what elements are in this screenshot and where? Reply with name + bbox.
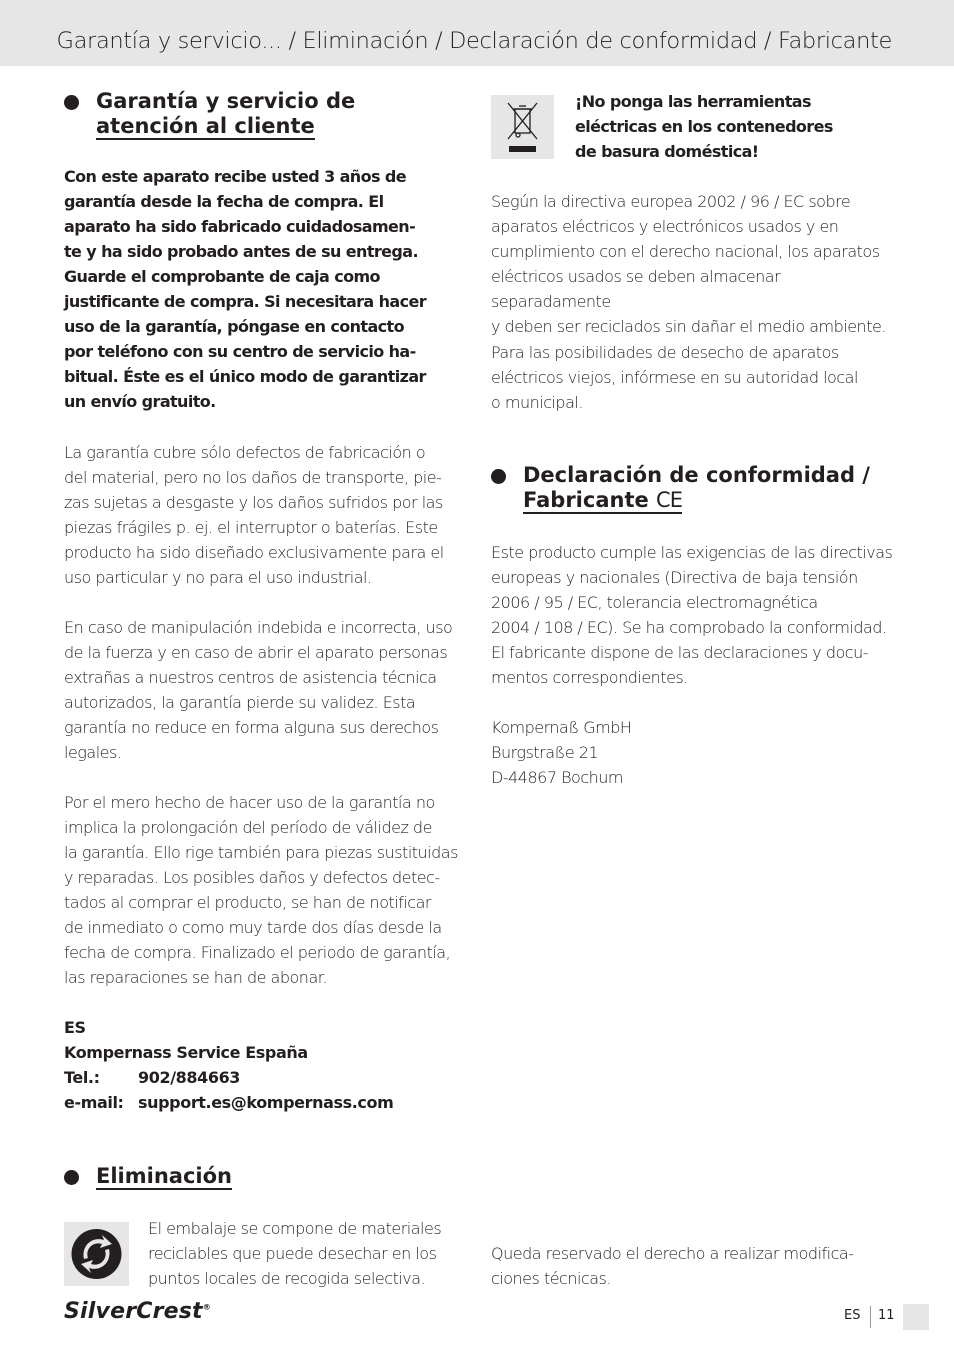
disposal-heading-text: Eliminación [96,1164,232,1188]
bullet-icon [64,1170,79,1185]
contact-email-value: support.es@kompernass.com [138,1093,394,1112]
footer-language: ES [844,1308,861,1323]
recycling-green-dot-icon [64,1222,129,1286]
page-title: Garantía y servicio... / Eliminación / Declaración de conformidad / Fabricante [56,28,892,54]
ce-mark-icon: CE [656,488,682,512]
contact-country: ES [64,1018,86,1037]
footer-divider [870,1306,871,1328]
page-number: 11 [878,1308,895,1323]
brand-logo [64,1299,211,1324]
contact-tel-label: Tel.: [64,1068,100,1087]
technical-changes-note: Queda reservado el derecho a realizar modifica- ciones técnicas. [491,1244,854,1288]
brand-logo-text: SilverCrest [64,1299,203,1324]
disposal-text: El embalaje se compone de materiales reciclables que puede desechar en los puntos locales de recogida selectiva. [148,1219,442,1288]
warranty-intro: Con este aparato recibe usted 3 años de garantía desde la fecha de compra. El aparato ha sido fabricado cuidadosamen- te y ha sido probado antes de su entrega. Guarde el comprobante de caja como justificante de compra. Si necesitara hacer uso de la garantía, póngase en contacto por teléfono con su centro de servicio ha- bitual. Éste es el único modo de garantizar un envío gratuito. [64,167,427,411]
contact-company: Kompernass Service España [64,1043,308,1062]
warranty-paragraph-3: Por el mero hecho de hacer uso de la garantía no implica la prolongación del período de válidez de la garantía. Ello rige también para piezas sustituidas y reparadas. Los posibles daños y defectos detec- tados al comprar el producto, se han de notificar de inmediato o como muy tarde dos días desde la fecha de compra. Finalizado el periodo de garantía, las reparaciones se han de abonar. [64,793,458,987]
footer-tab [903,1304,929,1330]
conformity-paragraph: Este producto cumple las exigencias de las directivas europeas y nacionales (Directiva de baja tensión 2006 / 95 / EC, tolerancia electromagnética 2004 / 108 / EC). Se ha comprobado la conformidad. El fabricante dispone de las declaraciones y docu- mentos correspondientes. [491,543,893,687]
conformity-heading-line1: Declaración de conformidad / [523,463,870,487]
contact-tel-value: 902/884663 [138,1068,241,1087]
manufacturer-address: Kompernaß GmbH Burgstraße 21 D-44867 Bochum [491,718,632,787]
service-contact [64,1015,393,1115]
weee-warning: ¡No ponga las herramientas eléctricas en los contenedores de basura doméstica! [575,92,833,161]
warranty-heading-line2: atención al cliente [96,114,315,138]
disposal-heading [64,1164,232,1189]
weee-paragraph-2: Para las posibilidades de desecho de aparatos eléctricos viejos, infórmese en su autoridad local o municipal. [491,343,858,412]
bullet-icon [491,469,506,484]
warranty-paragraph-2: En caso de manipulación indebida e incorrecta, uso de la fuerza y en caso de abrir el aparato personas extrañas a nuestros centros de asistencia técnica autorizados, la garantía pierde su validez. Esta garantía no reduce en forma alguna sus derechos legales. [64,618,453,762]
registered-mark: ® [202,1302,211,1312]
warranty-heading-line1: Garantía y servicio de [96,89,356,113]
weee-paragraph-1: Según la directiva europea 2002 / 96 / EC sobre aparatos eléctricos y electrónicos usados y en cumplimiento con el derecho nacional, los aparatos eléctricos usados se deben almacenar separadamente y deben ser reciclados sin dañar el medio ambiente. [491,192,886,336]
contact-email-label: e-mail: [64,1093,124,1112]
crossed-out-wheelie-bin-icon [491,95,554,159]
bullet-icon [64,95,79,110]
conformity-heading [491,463,870,513]
warranty-heading [64,89,355,139]
warranty-paragraph-1: La garantía cubre sólo defectos de fabricación o del material, pero no los daños de transporte, pie- zas sujetas a desgaste y los daños sufridos por las piezas frágiles p. ej. el interruptor o baterías. Este producto ha sido diseñado exclusivamente para el uso particular y no para el uso industrial. [64,443,444,587]
conformity-heading-line2: Fabricante [523,488,649,512]
